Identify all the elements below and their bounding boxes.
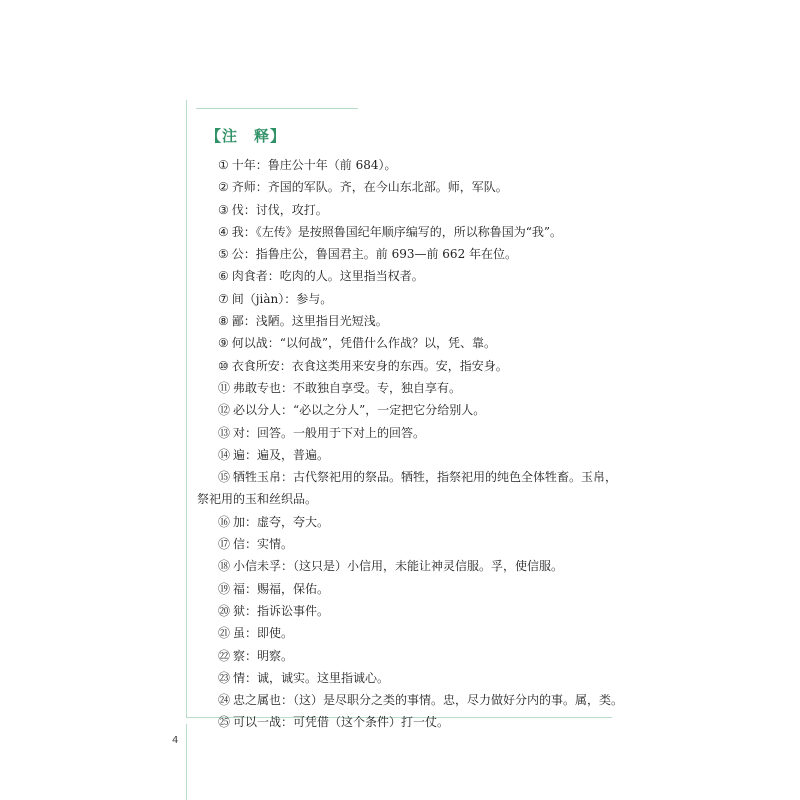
note-item [197, 332, 617, 354]
note-text: 可以一战：可凭借（这个条件）打一仗。 [233, 715, 450, 730]
note-text: 狱：指诉讼事件。 [233, 603, 330, 618]
page-number: 4 [172, 735, 179, 746]
note-item [197, 422, 617, 444]
note-text: 衣食所安：衣食这类用来安身的东西。安，指安身。 [231, 358, 508, 373]
note-text: 十年：鲁庄公十年（前 684）。 [231, 158, 397, 172]
note-marker: ㉕ [218, 715, 231, 730]
note-text: 忠之属也：（这）是尽职分之类的事情。忠，尽力做好分内的事。属，类。 [233, 693, 624, 708]
notes-list [197, 154, 624, 734]
note-text: 弗敢专也：不敢独自享受。专，独自享有。 [233, 380, 462, 395]
note-marker: ⑥ [218, 269, 229, 284]
note-item [197, 355, 617, 377]
note-marker: ⑮ [218, 470, 231, 485]
note-item [197, 578, 617, 600]
note-marker: ⑱ [218, 559, 231, 574]
left-margin-rule-lower [186, 724, 187, 800]
note-text: 情：诚，诚实。这里指诚心。 [233, 670, 390, 685]
note-text: 必以分人：“必以之分人”，一定把它分给别人。 [233, 403, 486, 418]
note-item [197, 533, 617, 555]
note-item [197, 600, 617, 622]
note-text: 齐师：齐国的军队。齐，在今山东北部。师，军队。 [231, 180, 508, 195]
note-marker: ⑨ [218, 336, 229, 351]
note-marker: ⑯ [218, 514, 231, 529]
top-divider [196, 108, 358, 109]
note-marker: ③ [218, 202, 229, 217]
note-text: 信：实情。 [233, 537, 294, 552]
note-marker: ⑰ [218, 537, 231, 552]
note-marker: ⑧ [218, 314, 229, 329]
note-item [197, 176, 617, 198]
note-marker: ① [218, 158, 229, 172]
note-item [197, 221, 617, 243]
note-item [197, 243, 617, 265]
note-text: 福：赐福，保佑。 [233, 581, 330, 596]
note-marker: ⑲ [218, 581, 231, 596]
note-text: 加：虚夸，夸大。 [233, 514, 330, 529]
note-item [197, 555, 617, 577]
note-marker: ⑳ [218, 603, 231, 618]
note-marker: ㉓ [218, 670, 231, 685]
note-item [197, 199, 617, 221]
note-text: 虽：即使。 [233, 626, 294, 641]
note-item [197, 511, 617, 533]
note-marker: ⑪ [218, 380, 231, 395]
note-item [197, 466, 617, 488]
note-marker: ⑩ [218, 358, 229, 373]
note-text: 间（jiàn）：参与。 [231, 291, 333, 306]
note-text: 伐：讨伐，攻打。 [231, 202, 328, 217]
note-item [197, 310, 617, 332]
notes-heading: 【注 释】 [206, 127, 287, 145]
note-item [197, 399, 617, 421]
note-text: 对：回答。一般用于下对上的回答。 [233, 425, 426, 440]
note-text: 遍：遍及，普遍。 [233, 447, 330, 462]
note-text: 鄙：浅陋。这里指目光短浅。 [231, 314, 388, 329]
note-item [197, 689, 624, 711]
note-text: 何以战：“以何战”，凭借什么作战？以，凭、靠。 [231, 336, 497, 351]
note-marker: ⑦ [218, 291, 229, 306]
note-marker: ④ [218, 224, 229, 239]
note-item [197, 622, 617, 644]
note-text: 小信未孚：（这只是）小信用，未能让神灵信服。孚，使信服。 [233, 559, 564, 574]
note-item [197, 711, 617, 733]
note-text: 察：明察。 [233, 648, 294, 663]
note-item [197, 377, 617, 399]
left-margin-rule [186, 100, 187, 718]
note-marker: ⑬ [218, 425, 231, 440]
note-continuation: 祭祀用的玉和丝织品。 [197, 492, 318, 507]
note-text: 我：《左传》是按照鲁国纪年顺序编写的，所以称鲁国为“我”。 [231, 224, 563, 239]
note-marker: ⑭ [218, 447, 231, 462]
note-item [197, 288, 617, 310]
note-marker: ㉔ [218, 693, 231, 708]
note-text: 肉食者：吃肉的人。这里指当权者。 [231, 269, 424, 284]
note-item [197, 444, 617, 466]
note-text: 公：指鲁庄公，鲁国君主。前 693—前 662 年在位。 [231, 247, 518, 262]
note-item [197, 265, 617, 287]
note-item [197, 645, 617, 667]
note-marker: ② [218, 180, 229, 195]
note-marker: ⑤ [218, 247, 229, 262]
note-marker: ⑫ [218, 403, 231, 418]
note-text: 牺牲玉帛：古代祭祀用的祭品。牺牲，指祭祀用的纯色全体牲畜。玉帛， [233, 470, 618, 485]
note-item [197, 667, 617, 689]
note-marker: ㉑ [218, 626, 231, 641]
note-marker: ㉒ [218, 648, 231, 663]
note-item [197, 154, 617, 176]
